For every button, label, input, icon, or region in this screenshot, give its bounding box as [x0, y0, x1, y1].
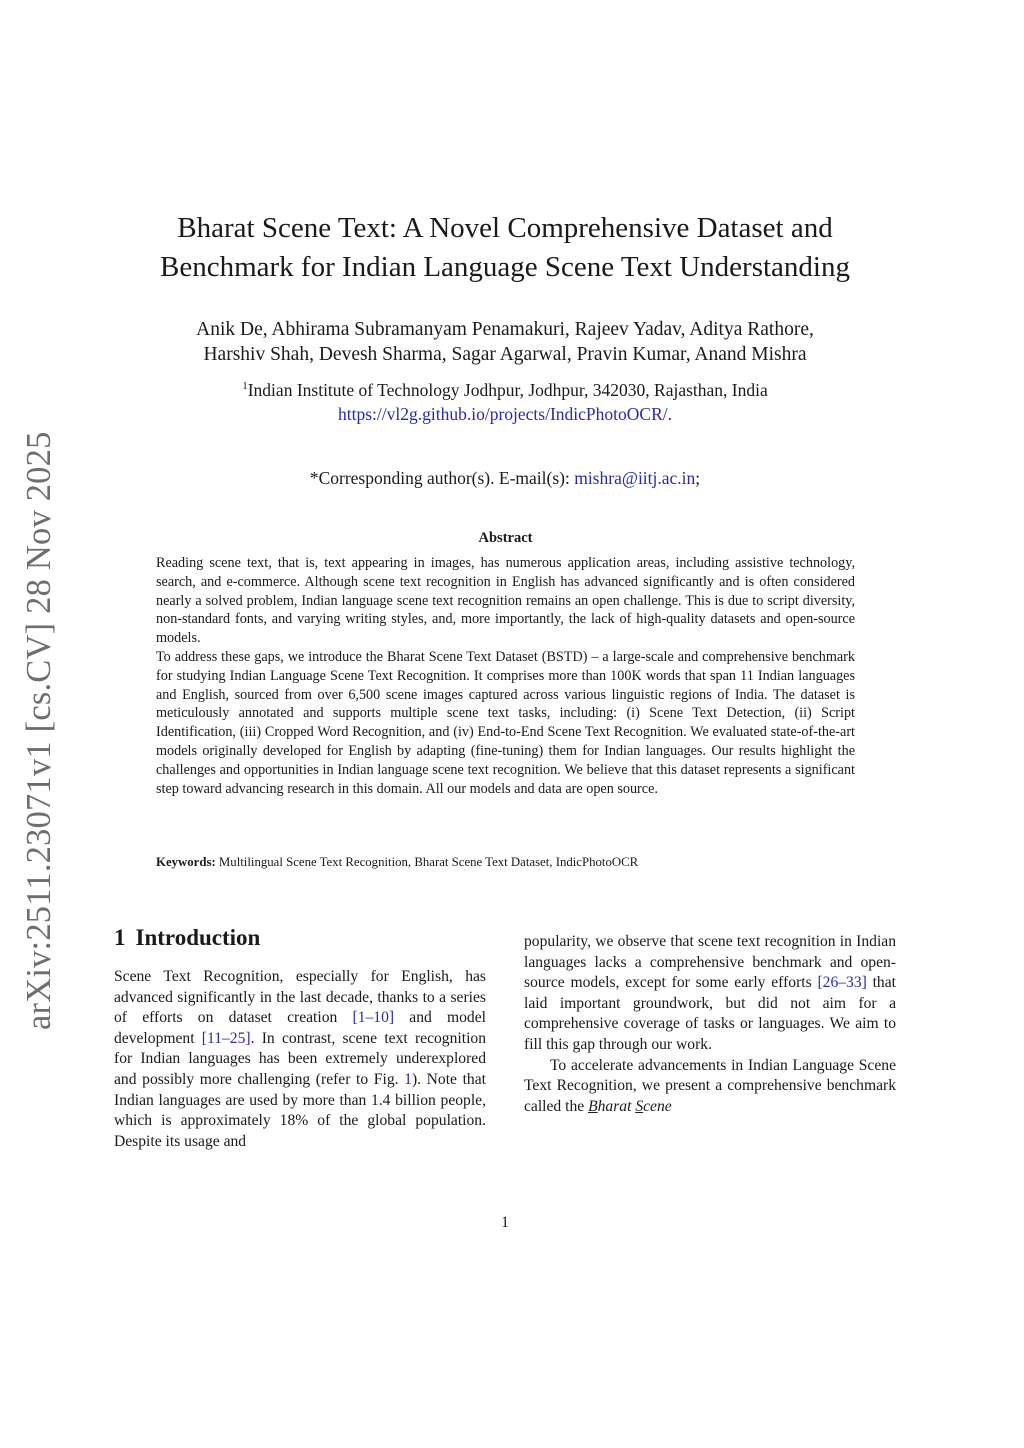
abstract-heading: Abstract — [478, 530, 533, 546]
intro-left-column — [114, 967, 486, 1152]
intro-text: To accelerate advancements in Indian Language Scene Text Recognition, we present a comprehensive benchmark called the — [524, 1056, 896, 1115]
affiliation-marker: 1 — [242, 380, 248, 392]
figure-link[interactable]: 1 — [404, 1070, 412, 1088]
email-link[interactable]: mishra@iitj.ac.in — [574, 468, 696, 488]
keywords-text: Multilingual Scene Text Recognition, Bharat Scene Text Dataset, IndicPhotoOCR — [215, 855, 639, 869]
intro-paragraph-3 — [524, 1056, 896, 1118]
authors-line-2: Harshiv Shah, Devesh Sharma, Sagar Agarwal, Pravin Kumar, Anand Mishra — [203, 344, 807, 365]
corresponding-suffix: ; — [695, 468, 701, 488]
intro-text: ). Note that Indian languages are used by more than 1.4 billion people, which is approximately 18% of the global population. Despite its usage and — [114, 1070, 486, 1150]
author-list — [100, 317, 910, 367]
intro-text: Scene Text Recognition, especially for English, has advanced significantly in the last decade, thanks to a series of efforts on dataset creation — [114, 968, 486, 1027]
section-number: 1 — [114, 925, 126, 950]
title-line-1: Bharat Scene Text: A Novel Comprehensive Dataset and — [177, 212, 833, 244]
corresponding-author — [100, 466, 910, 490]
section-heading — [114, 925, 260, 951]
acronym-letter-s: S — [635, 1097, 644, 1115]
intro-text: and model development — [114, 1009, 486, 1047]
acronym-word-scene: cene — [643, 1097, 672, 1115]
project-url-link[interactable]: https://vl2g.github.io/projects/IndicPhotoOCR/ — [338, 404, 668, 424]
keywords-label: Keywords: — [156, 855, 216, 869]
authors-line-1: Anik De, Abhirama Subramanyam Penamakuri, Rajeev Yadav, Aditya Rathore, — [196, 319, 814, 340]
title-line-2: Benchmark for Indian Language Scene Text Understanding — [160, 251, 850, 283]
intro-text: that laid important groundwork, but did not aim for a comprehensive coverage of tasks or languages. We aim to fill this gap through our work. — [524, 974, 896, 1053]
intro-text: . In contrast, scene text recognition for Indian languages has been extremely underexplored and possibly more challenging (refer to Fig. — [114, 1029, 486, 1088]
intro-text: popularity, we observe that scene text recognition in Indian languages lacks a comprehensive benchmark and open-source models, except for some early efforts — [524, 933, 896, 992]
affiliation — [100, 378, 910, 426]
corresponding-prefix: *Corresponding author(s). E-mail(s): — [309, 468, 575, 488]
intro-paragraph-1 — [114, 967, 486, 1152]
abstract-body — [156, 554, 855, 798]
intro-right-column — [524, 932, 896, 1117]
page-number: 1 — [501, 1214, 509, 1231]
citation-link[interactable]: [1–10] — [352, 1009, 395, 1027]
citation-link[interactable]: [11–25] — [201, 1029, 251, 1047]
acronym-letter-b: B — [588, 1097, 598, 1115]
abstract-paragraph-2: To address these gaps, we introduce the Bharat Scene Text Dataset (BSTD) – a large-scale and comprehensive benchmark for studying Indian Language Scene Text Recognition. It comprises more than 100K words that span 11 Indian languages and English, sourced from over 6,500 scene images captured across various linguistic regions of India. The dataset is meticulously annotated and supports multiple scene text tasks, including: (i) Scene Text Detection, (ii) Script Identification, (iii) Cropped Word Recognition, and (iv) End-to-End Scene Text Recognition. We evaluated state-of-the-art models originally developed for English by adapting (fine-tuning) them for Indian languages. Our results highlight the challenges and opportunities in Indian language scene text recognition. We believe that this dataset represents a significant step toward advancing research in this domain. All our models and data are open source. — [156, 648, 855, 797]
url-suffix: . — [667, 404, 672, 424]
paper-title — [100, 209, 910, 287]
abstract-paragraph-1: Reading scene text, that is, text appearing in images, has numerous application areas, including assistive technology, search, and e-commerce. Although scene text recognition in English has advanced significantly and is often considered nearly a solved problem, Indian language scene text recognition remains an open challenge. This is due to script diversity, non-standard fonts, and varying writing styles, and, more importantly, the lack of high-quality datasets and open-source models. — [156, 555, 855, 647]
acronym-word-bharat: harat — [597, 1097, 632, 1115]
intro-paragraph-2 — [524, 932, 896, 1056]
keywords — [156, 853, 855, 871]
arxiv-stamp: arXiv:2511.23071v1 [cs.CV] 28 Nov 2025 — [20, 431, 58, 1030]
citation-link[interactable]: [26–33] — [817, 974, 867, 992]
affiliation-text: Indian Institute of Technology Jodhpur, Jodhpur, 342030, Rajasthan, India — [247, 380, 768, 400]
section-title: Introduction — [135, 925, 261, 950]
